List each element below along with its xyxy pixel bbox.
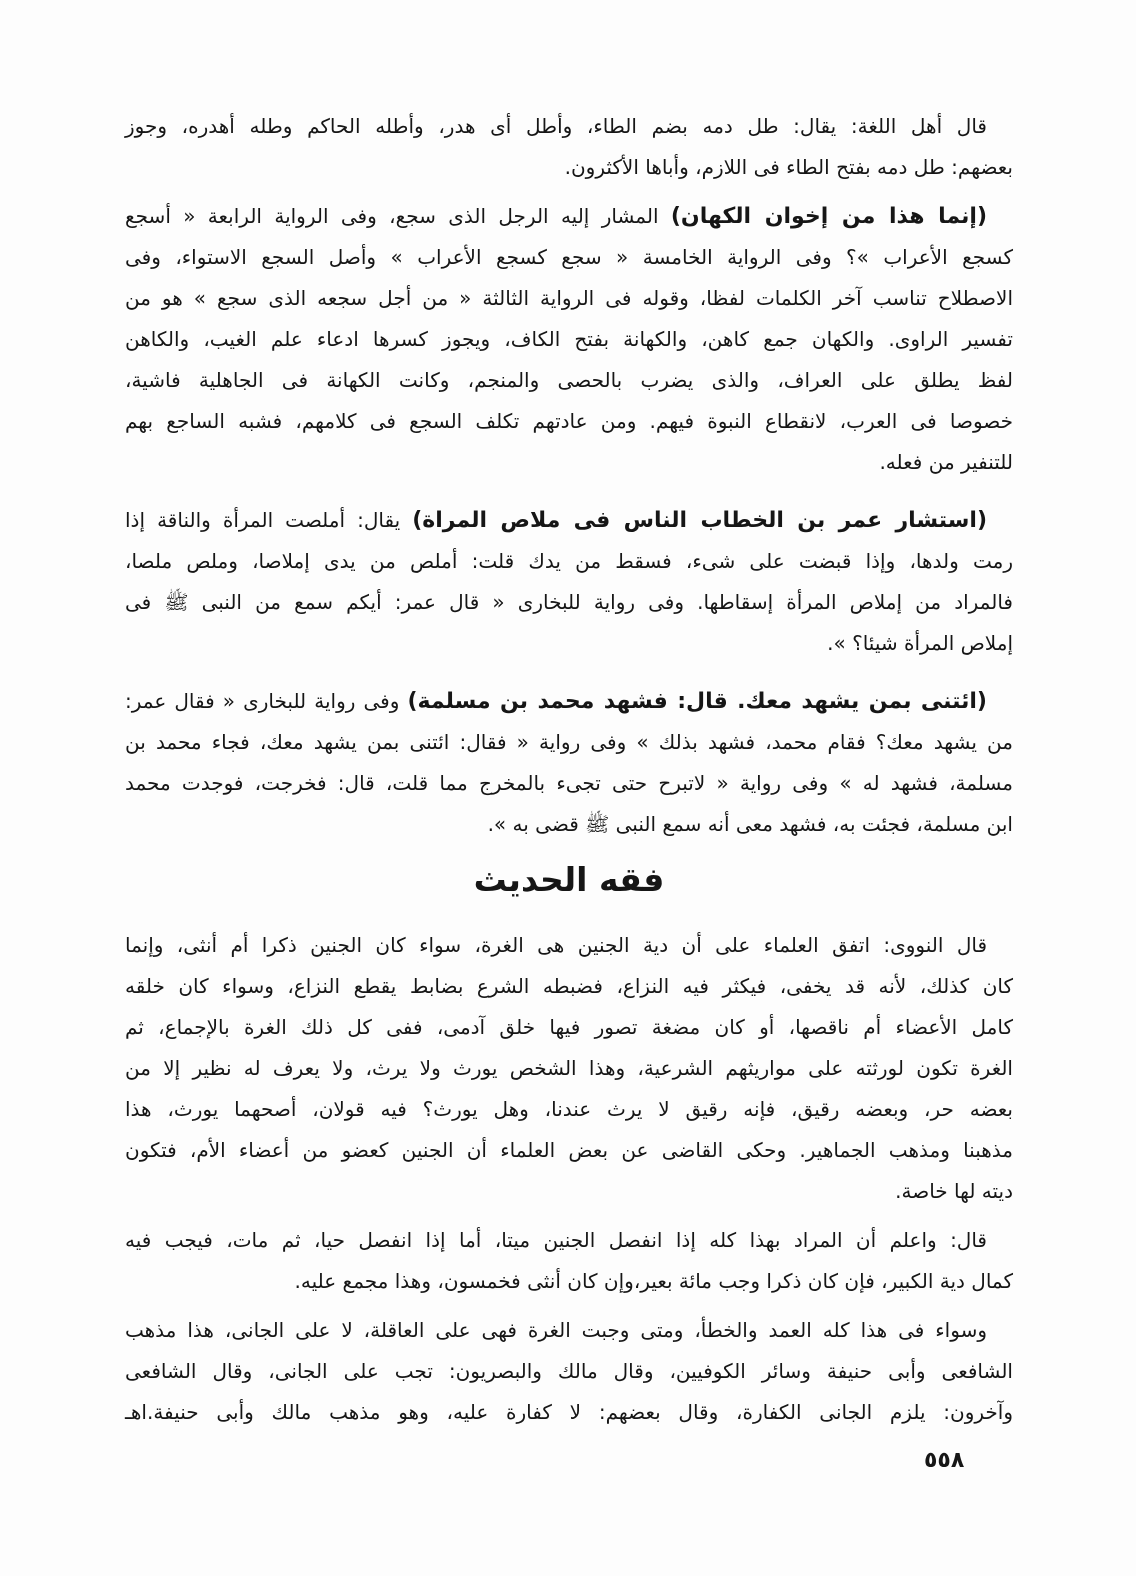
text-line: مذهبنا ومذهب الجماهير. وحكى القاضى عن بعض العلماء أن الجنين كعضو من أعضاء الأم، فتكون [125,1138,1013,1162]
page-body [125,106,1013,1441]
text-line: تفسير الراوى. والكهان جمع كاهن، والكهانة بفتح الكاف، ويجوز كسرها ادعاء علم الغيب، والكاهن [125,327,1013,351]
paragraph-aqila [125,1310,1013,1433]
text-line: مسلمة، فشهد له » وفى رواية « لاتبرح حتى تجىء بالمخرج مما قلت، قال: فخرجت، فوجدت محمد [125,771,1013,795]
section-heading: فقه الحديث [473,860,665,899]
text-line: رمت ولدها، وإذا قبضت على شىء، فسقط من يدك قلت: أملص من يدى إملاصا، وملص ملصا، [125,549,1013,573]
text-segment: يقال: أملصت المرأة والناقة إذا [125,508,401,532]
paragraph-lugha [125,106,1013,188]
hadith-phrase: (استشار عمر بن الخطاب الناس فى ملاص المراة) [412,508,988,533]
text-line: قال أهل اللغة: يقال: طل دمه بضم الطاء، وأطل أى هدر، وأطله الحاكم وطله أهدره، وجوز [125,114,987,138]
paragraph-kuhhan [125,196,1013,483]
text-line: الشافعى وأبى حنيفة وسائر الكوفيين، وقال مالك والبصريون: تجب على الجانى، وقال الشافعى [125,1359,1013,1383]
text-line: بعضهم: طل دمه بفتح الطاء فى اللازم، وأباها الأكثرون. [564,155,1013,179]
paragraph-nawawi [125,925,1013,1212]
paragraph-shahid [125,681,1013,845]
text-segment: المشار إليه الرجل الذى سجع، وفى الرواية الرابعة « أسجع [125,204,659,228]
text-line: خصوصا فى العرب، لانقطاع النبوة فيهم. ومن عادتهم تكلف السجع فى كلامهم، فشبه الساجع بهم [125,409,1013,433]
text-line: كمال دية الكبير، فإن كان ذكرا وجب مائة بعير،وإن كان أنثى فخمسون، وهذا مجمع عليه. [294,1269,1013,1293]
text-line: إملاص المرأة شيئا؟ ». [827,631,1013,655]
text-line: الاصطلاح تناسب آخر الكلمات لفظا، وقوله فى الرواية الثالثة « من أجل سجعه الذى سجع » هو من [125,286,1013,310]
text-line: للتنفير من فعله. [879,450,1013,474]
paragraph-imlas [125,500,1013,664]
page-number: ٥٥٨ [924,1448,965,1473]
hadith-phrase: (إنما هذا من إخوان الكهان) [670,204,987,229]
text-line: وآخرون: يلزم الجانى الكفارة، وقال بعضهم: لا كفارة عليه، وهو مذهب مالك وأبى حنيفة.اهـ [125,1400,1013,1424]
text-line: قال: واعلم أن المراد بهذا كله إذا انفصل الجنين ميتا، أما إذا انفصل حيا، ثم مات، فيجب فيه [125,1228,987,1252]
text-line: بعضه حر، وبعضه رقيق، فإنه رقيق لا يرث عندنا، وهل يورث؟ فيه قولان، أصحهما يورث، هذا [125,1097,1013,1121]
text-line: كسجع الأعراب »؟ وفى الرواية الخامسة « سجع كسجع الأعراب » وأصل السجع الاستواء، وفى [125,245,1013,269]
paragraph-janin-hayy [125,1220,1013,1302]
text-line: كان كذلك، لأنه قد يخفى، فيكثر فيه النزاع، فضبطه الشرع بضابط يقطع النزاع، وسواء كان خلقه [125,974,1013,998]
text-segment: وفى رواية للبخارى « فقال عمر: [125,689,400,713]
hadith-phrase: (ائتنى بمن يشهد معك. قال: فشهد محمد بن مسلمة) [407,689,987,714]
text-line: لفظ يطلق على العراف، والذى يضرب بالحصى والمنجم، وكانت الكهانة فى الجاهلية فاشية، [125,368,1013,392]
text-line: ابن مسلمة، فجئت به، فشهد معى أنه سمع النبى ﷺ قضى به ». [487,812,1013,836]
text-line: الغرة تكون لورثته على مواريثهم الشرعية، وهذا الشخص يورث ولا يرث، ولا يعرف له نظير إلا من [125,1056,1013,1080]
text-line: وسواء فى هذا كله العمد والخطأ، ومتى وجبت الغرة فهى على العاقلة، لا على الجانى، هذا مذهب [125,1318,987,1342]
text-line: فالمراد من إملاص المرأة إسقاطها. وفى رواية للبخارى « قال عمر: أيكم سمع من النبى ﷺ فى [125,590,1013,614]
text-line: من يشهد معك؟ فقام محمد، فشهد بذلك » وفى رواية « فقال: ائتنى بمن يشهد معك، فجاء محمد بن [125,730,1013,754]
text-line [125,500,1013,541]
text-line [125,196,1013,237]
text-line: ديته لها خاصة. [895,1179,1013,1203]
text-line [125,681,1013,722]
text-line: كامل الأعضاء أم ناقصها، أو كان مضغة تصور فيها خلق آدمى، ففى كل ذلك الغرة بالإجماع، ثم [125,1015,1013,1039]
text-line: قال النووى: اتفق العلماء على أن دية الجنين هى الغرة، سواء كان الجنين ذكرا أم أنثى، وإنما [125,933,987,957]
